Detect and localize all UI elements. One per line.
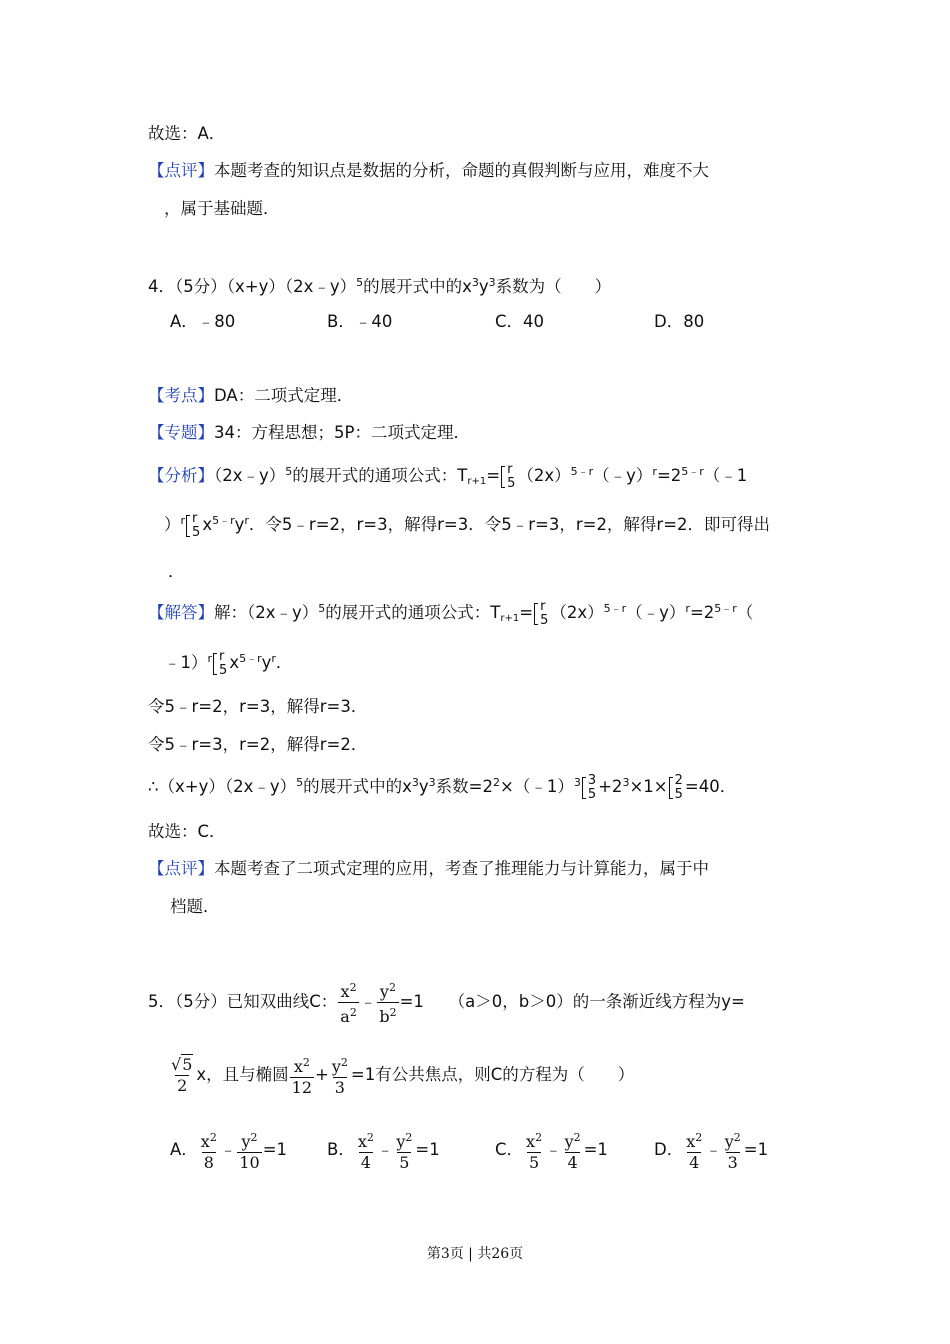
q4-answer: 故选：C． — [148, 822, 226, 841]
q4-jieda-line1: 【解答】解：（2x﹣y）$^5$的展开式的通项公式：$T_{r+1}=$ r 5 $(2x)^{5﹣r}(﹣y)^r=2^{5﹣r}$（ — [148, 598, 754, 628]
q4-option-d: D．80 — [654, 312, 705, 331]
q4-kaodian: 【考点】DA：二项式定理． — [148, 386, 354, 405]
comment-tag: 【点评】 — [148, 161, 214, 180]
q4-jieda-r3: 令5﹣r=2，r=3，解得r=3． — [148, 697, 368, 716]
q3-answer: 故选：A． — [148, 124, 226, 143]
q5-option-d: D． $\frac{x^2}{4}$ ﹣ $\frac{y^2}{3}$ =1 — [654, 1131, 769, 1172]
q4-fenxi-line1: 【分析】（2x﹣y）$^5$的展开式的通项公式：$T_{r+1}=$ r 5 $(2x)^{5﹣r}(﹣y)^r=2^{5﹣r}(﹣1$ — [148, 461, 748, 491]
q5-option-a: A． $\frac{x^2}{8}$ ﹣ $\frac{y^2}{10}$ =1 — [170, 1131, 288, 1172]
q5-option-c: C． $\frac{x^2}{5}$ ﹣ $\frac{y^2}{4}$ =1 — [495, 1131, 608, 1172]
q4-jieda-result: ∴（x+y）（2x﹣y）$^5$的展开式中的$x^3y^3$系数$=2^2\times(﹣1)^3$ 3 5 $+2^3\times 1\times$ 2 5 =40． — [148, 772, 737, 802]
q5-stem-line1: 5．（5分）已知双曲线C： $\frac{x^2}{a^2}$ ﹣ $\frac{y^2}{b^2}$ =1 （a＞0，b＞0）的一条渐近线方程为y= — [148, 981, 745, 1026]
q4-zhuanti: 【专题】34：方程思想；5P：二项式定理． — [148, 423, 470, 442]
page-footer: 第3页 | 共26页 — [426, 1246, 524, 1262]
q3-comment-line1: 【点评】本题考查的知识点是数据的分析，命题的真假判断与应用，难度不大 — [148, 161, 709, 180]
q5-option-b: B． $\frac{x^2}{4}$ ﹣ $\frac{y^2}{5}$ =1 — [327, 1131, 440, 1172]
q5-stem-line2: $\frac{√5}{2}$ x，且与椭圆 $\frac{x^2}{12}$ + $\frac{y^2}{3}$ =1有公共焦点，则C的方程为（ ） — [171, 1055, 635, 1097]
q4-option-a: A．﹣80 — [170, 312, 236, 331]
q4-option-c: C．40 — [495, 312, 545, 331]
q4-fenxi-line2: ）$^r$ r 5 $x^{5﹣r}y^r$．令5﹣r=2，r=3，解得r=3．令5﹣r=3，r=2，解得r=2．即可得出 — [164, 510, 771, 540]
q4-stem: 4．（5分）（x+y）（2x﹣y）$^5$的展开式中的$x^3y^3$系数为（ ） — [148, 276, 612, 296]
q4-jieda-line2: ﹣1）$^r$ r 5 $x^{5﹣r}y^r$． — [164, 648, 293, 678]
q4-fenxi-line3: ． — [168, 562, 185, 581]
q4-comment-line2: 档题． — [170, 897, 220, 916]
q4-jieda-r2: 令5﹣r=3，r=2，解得r=2． — [148, 735, 368, 754]
q3-comment-line2: ，属于基础题． — [164, 199, 280, 218]
q4-option-b: B．﹣40 — [327, 312, 393, 331]
q4-comment-line1: 【点评】本题考查了二项式定理的应用，考查了推理能力与计算能力，属于中 — [148, 859, 709, 878]
